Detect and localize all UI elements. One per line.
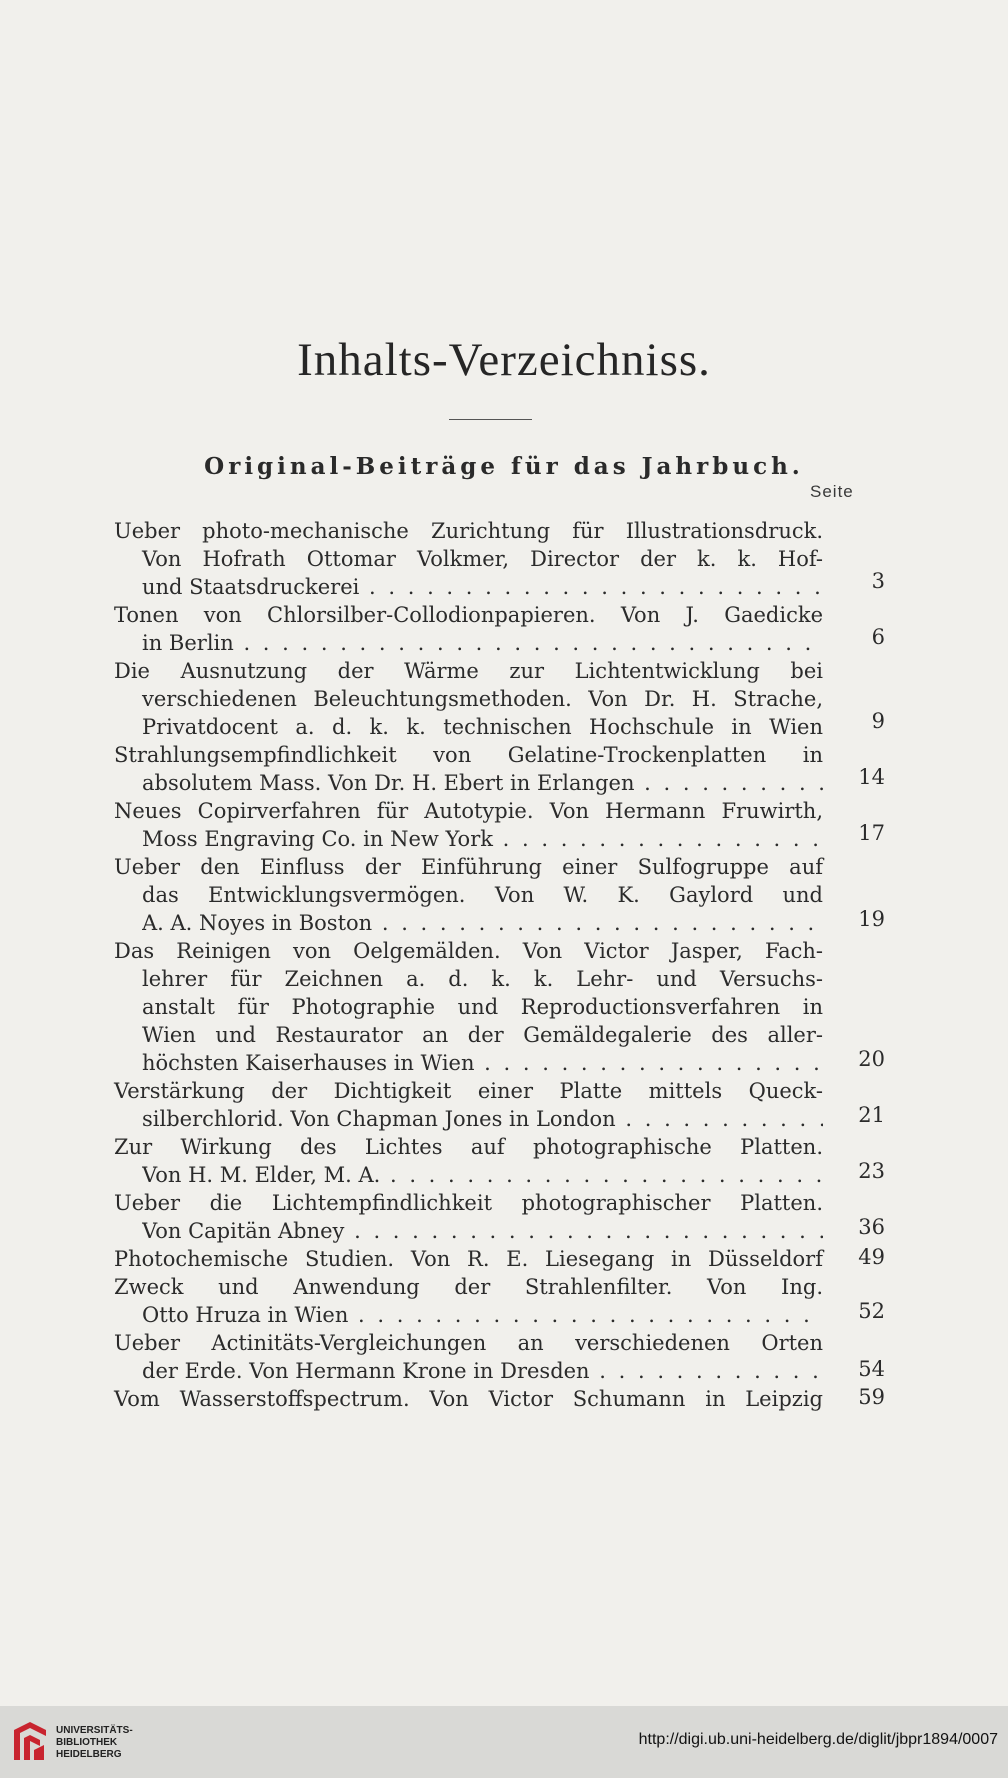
toc-page-number: 19 bbox=[858, 907, 885, 931]
toc-line: Von Hofrath Ottomar Volkmer, Director der k. k. Hof- bbox=[142, 547, 823, 571]
toc-line: Das Reinigen von Oelgemälden. Von Victor Jasper, Fach- bbox=[114, 939, 823, 963]
toc-line: Neues Copirverfahren für Autotypie. Von Hermann Fruwirth, bbox=[114, 799, 823, 823]
page-column-label: Seite bbox=[810, 482, 854, 501]
toc-line: das Entwicklungsvermögen. Von W. K. Gaylord und bbox=[142, 883, 823, 907]
toc-line: Otto Hruza in Wien . . . bbox=[142, 1301, 823, 1329]
library-name-line: HEIDELBERG bbox=[56, 1749, 122, 1760]
toc-line: in Berlin . . . bbox=[142, 629, 823, 657]
toc-line: verschiedenen Beleuchtungsmethoden. Von Dr. H. Strache, bbox=[142, 687, 823, 711]
toc-line: Verstärkung der Dichtigkeit einer Platte mittels Queck- bbox=[114, 1079, 823, 1103]
library-logo-icon bbox=[10, 1720, 50, 1764]
toc-page-number: 21 bbox=[858, 1103, 885, 1127]
toc-line: Zur Wirkung des Lichtes auf photographische Platten. bbox=[114, 1135, 823, 1159]
toc-line: Vom Wasserstoffspectrum. Von Victor Schumann in Leipzig bbox=[114, 1387, 823, 1411]
toc-page-number: 9 bbox=[871, 709, 885, 733]
toc-line: absolutem Mass. Von Dr. H. Ebert in Erlangen . . . bbox=[142, 769, 823, 797]
toc-page-number: 59 bbox=[858, 1385, 885, 1409]
section-heading: Original-Beiträge für das Jahrbuch. bbox=[204, 453, 804, 480]
toc-line: Von H. M. Elder, M. A. . . . bbox=[142, 1161, 823, 1189]
toc-line: und Staatsdruckerei . . . bbox=[142, 573, 823, 601]
toc-line: der Erde. Von Hermann Krone in Dresden . . . bbox=[142, 1357, 823, 1385]
toc-line: Ueber photo-mechanische Zurichtung für Illustrationsdruck. bbox=[114, 519, 823, 543]
toc-line: Moss Engraving Co. in New York . . . bbox=[142, 825, 823, 853]
toc-line: Tonen von Chlorsilber-Collodionpapieren. Von J. Gaedicke bbox=[114, 603, 823, 627]
toc-page-number: 36 bbox=[858, 1215, 885, 1239]
toc-page-number: 54 bbox=[858, 1357, 885, 1381]
toc-line: lehrer für Zeichnen a. d. k. k. Lehr- und Versuchs- bbox=[142, 967, 823, 991]
toc-line: Strahlungsempfindlichkeit von Gelatine-Trockenplatten in bbox=[114, 743, 823, 767]
page-title: Inhalts-Verzeichniss. bbox=[297, 334, 711, 386]
toc-page-number: 14 bbox=[858, 765, 885, 789]
toc-page-number: 20 bbox=[858, 1047, 885, 1071]
toc-line: Privatdocent a. d. k. k. technischen Hochschule in Wien bbox=[142, 715, 823, 739]
library-name bbox=[56, 1725, 133, 1761]
toc-line: A. A. Noyes in Boston . . . bbox=[142, 909, 823, 937]
toc-page-number: 23 bbox=[858, 1159, 885, 1183]
toc-line: höchsten Kaiserhauses in Wien . . . bbox=[142, 1049, 823, 1077]
toc-line: Wien und Restaurator an der Gemäldegalerie des aller- bbox=[142, 1023, 823, 1047]
toc-line: Ueber Actinitäts-Vergleichungen an verschiedenen Orten bbox=[114, 1331, 823, 1355]
toc-page-number: 6 bbox=[871, 625, 885, 649]
toc-line: silberchlorid. Von Chapman Jones in London . . . bbox=[142, 1105, 823, 1133]
toc-line: Photochemische Studien. Von R. E. Liesegang in Düsseldorf bbox=[114, 1247, 823, 1271]
library-name-line: UNIVERSITÄTS- bbox=[56, 1725, 133, 1736]
toc-line: Von Capitän Abney . . . bbox=[142, 1217, 823, 1245]
toc-line: Zweck und Anwendung der Strahlenfilter. Von Ing. bbox=[114, 1275, 823, 1299]
toc-page-number: 52 bbox=[858, 1299, 885, 1323]
toc-line: anstalt für Photographie und Reproductionsverfahren in bbox=[142, 995, 823, 1019]
footer-bar bbox=[0, 1706, 1008, 1778]
toc-line: Ueber den Einfluss der Einführung einer Sulfogruppe auf bbox=[114, 855, 823, 879]
toc-line: Ueber die Lichtempfindlichkeit photographischer Platten. bbox=[114, 1191, 823, 1215]
toc-page-number: 49 bbox=[858, 1245, 885, 1269]
source-url[interactable]: http://digi.ub.uni-heidelberg.de/diglit/jbpr1894/0007 bbox=[638, 1731, 998, 1748]
library-name-line: BIBLIOTHEK bbox=[56, 1737, 118, 1748]
toc-page-number: 17 bbox=[858, 821, 885, 845]
toc-line: Die Ausnutzung der Wärme zur Lichtentwicklung bei bbox=[114, 659, 823, 683]
toc-page-number: 3 bbox=[871, 569, 885, 593]
